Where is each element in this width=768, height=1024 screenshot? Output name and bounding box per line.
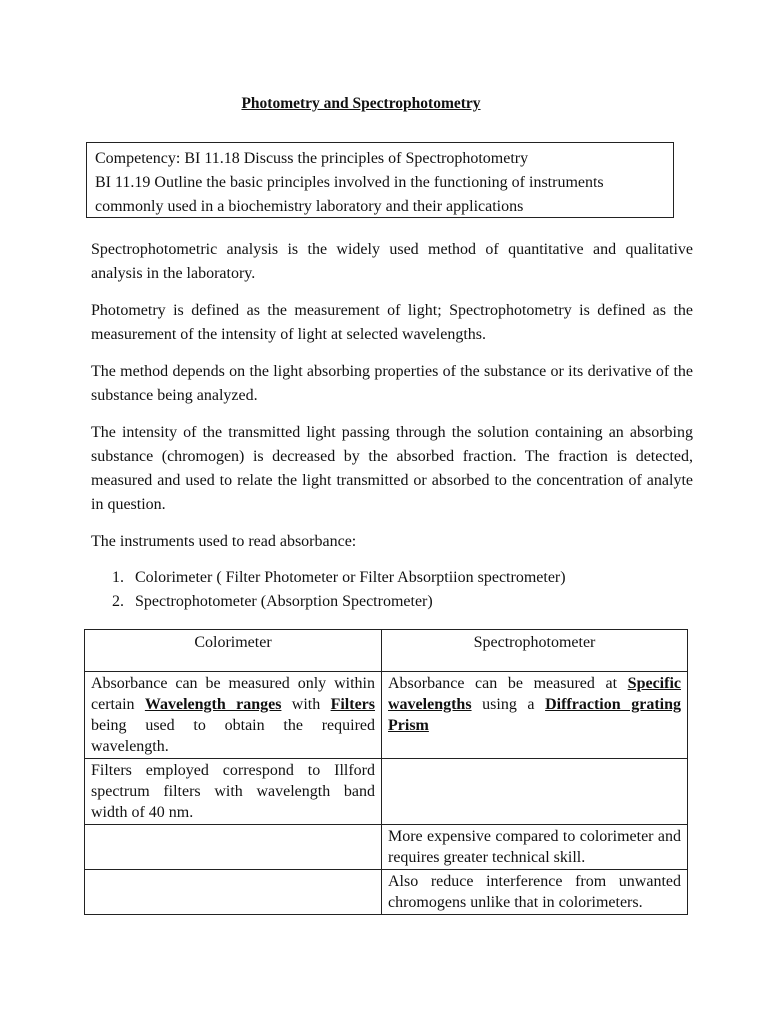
cell-text: with — [281, 696, 331, 713]
cell-text: Absorbance can be measured only within certain — [91, 675, 375, 713]
paragraph-method: The method depends on the light absorbing properties of the substance or its derivative of the substance being analyzed. — [91, 363, 693, 404]
table-row — [85, 870, 688, 915]
table-cell — [85, 870, 382, 915]
table-cell — [382, 759, 688, 825]
paragraph-instruments-intro: The instruments used to read absorbance: — [91, 533, 357, 550]
header-spectrophotometer: Spectrophotometer — [382, 630, 688, 672]
table-cell: Also reduce interference from unwanted chromogens unlike that in colorimeters. — [382, 870, 688, 915]
list-item — [112, 590, 566, 614]
competency-line-1: Competency: BI 11.18 Discuss the principles of Spectrophotometry — [95, 150, 529, 167]
table-row — [85, 672, 688, 759]
list-item — [112, 566, 566, 590]
paragraph-intro: Spectrophotometric analysis is the widely used method of quantitative and qualitative analysis in the laboratory. — [91, 241, 693, 282]
cell-text: Absorbance can be measured at — [388, 675, 628, 692]
keyword-diffraction-grating: Diffraction grating Prism — [388, 696, 681, 734]
keyword-specific-wavelengths: Specific wavelengths — [388, 675, 681, 713]
table-cell: Filters employed correspond to Illford spectrum filters with wavelength band width of 40 nm. — [85, 759, 382, 825]
keyword-wavelength-ranges: Wavelength ranges — [144, 696, 282, 713]
keyword-filters: Filters — [330, 696, 375, 713]
competency-line-3: commonly used in a biochemistry laboratory and their applications — [95, 198, 524, 215]
page-title: Photometry and Spectrophotometry — [241, 95, 481, 112]
table-row — [85, 759, 688, 825]
cell-text: being used to obtain the required wavelength. — [91, 717, 375, 755]
table-cell — [85, 825, 382, 870]
paragraph-intensity: The intensity of the transmitted light passing through the solution containing an absorbing substance (chromogen) is decreased by the absorbed fraction. The fraction is detected, measured and used to relate the light transmitted or absorbed to the concentration of analyte in question. — [91, 424, 693, 513]
list-item-text: Colorimeter ( Filter Photometer or Filter Absorptiion spectrometer) — [135, 569, 566, 586]
paragraph-definition: Photometry is defined as the measurement of light; Spectrophotometry is defined as the measurement of the intensity of light at selected wavelengths. — [91, 302, 693, 343]
header-colorimeter: Colorimeter — [85, 630, 382, 672]
list-item-number: 2. — [112, 593, 124, 610]
table-cell — [382, 672, 688, 759]
list-item-number: 1. — [112, 569, 124, 586]
table-cell: More expensive compared to colorimeter and requires greater technical skill. — [382, 825, 688, 870]
table-header-row — [85, 630, 688, 672]
table-row — [85, 825, 688, 870]
competency-box — [86, 142, 674, 218]
instrument-list — [112, 566, 566, 614]
comparison-table — [84, 629, 688, 915]
competency-line-2: BI 11.19 Outline the basic principles involved in the functioning of instruments — [95, 174, 604, 191]
cell-text: using a — [471, 696, 546, 713]
list-item-text: Spectrophotometer (Absorption Spectrometer) — [135, 593, 433, 610]
table-cell — [85, 672, 382, 759]
